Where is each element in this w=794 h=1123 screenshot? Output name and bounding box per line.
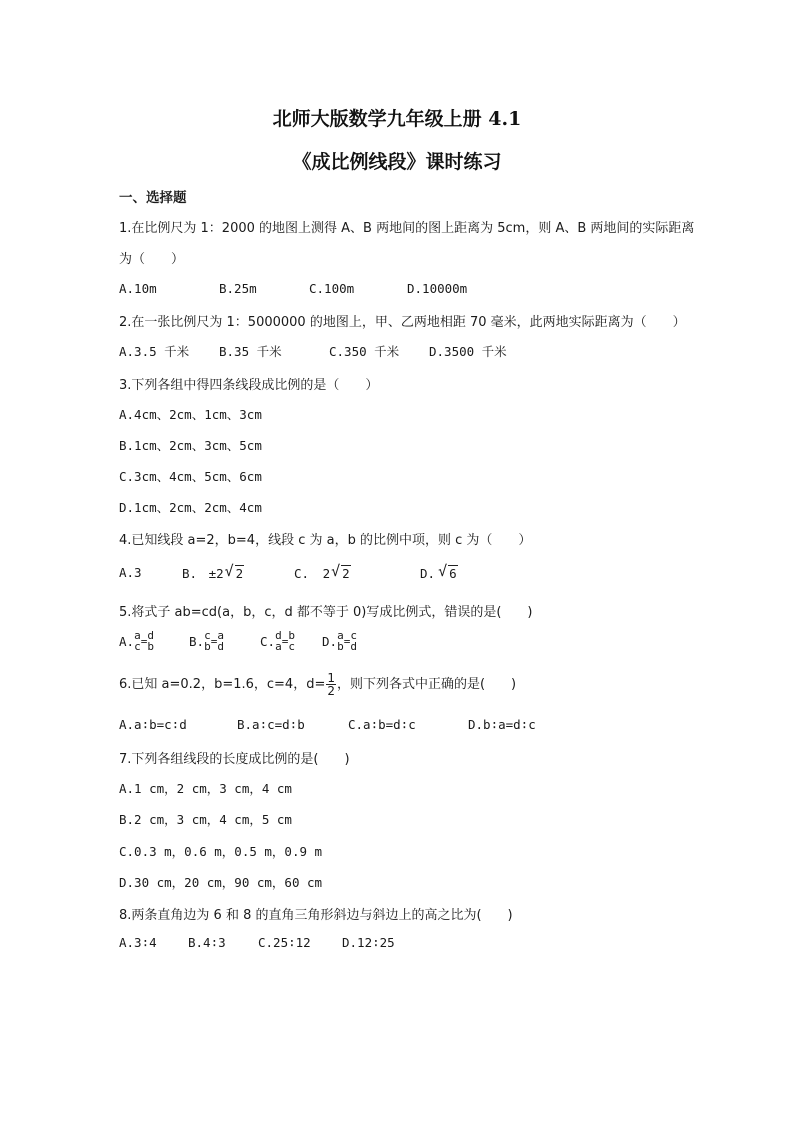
option-c-label: C.: [294, 566, 310, 581]
question-1-text: 1.在比例尺为 1：2000 的地图上测得 A、B 两地间的图上距离为 5cm，则 A、B 两地间的实际距离: [119, 221, 695, 236]
option-b[interactable]: B.4∶3: [188, 935, 226, 950]
option-a[interactable]: A.4cm、2cm、1cm、3cm: [119, 407, 262, 422]
option-d[interactable]: D.30 cm，20 cm，90 cm，60 cm: [119, 875, 323, 890]
title-line-1: 北师大版数学九年级上册 4.1: [272, 108, 522, 130]
question-3-option-b: [119, 436, 719, 458]
denominator: b: [147, 640, 154, 653]
option-d-label: D.: [322, 633, 338, 649]
question-8-options: [119, 935, 719, 957]
option-a[interactable]: A.3∶4: [119, 935, 157, 950]
numerator: a: [217, 629, 224, 642]
question-7-option-b: [119, 810, 719, 832]
option-b[interactable]: B.35 千米: [219, 344, 282, 359]
fraction: [288, 630, 295, 652]
option-d[interactable]: D.3500 千米: [429, 344, 507, 359]
question-5-text: 5.将式子 ab=cd(a，b，c，d 都不等于 0)写成比例式，错误的是( ): [119, 605, 533, 620]
option-c[interactable]: C.25∶12: [258, 935, 311, 950]
sqrt-symbol: [439, 565, 458, 581]
denominator: b: [337, 640, 344, 653]
option-b[interactable]: [189, 630, 224, 652]
option-a[interactable]: A.10m: [119, 281, 157, 296]
option-c[interactable]: C.100m: [309, 281, 355, 296]
question-7-option-d: [119, 873, 719, 895]
fraction-eq: =: [281, 634, 289, 648]
option-c-radicand: 2: [342, 566, 350, 581]
option-b[interactable]: [182, 565, 244, 581]
fraction: [134, 630, 141, 652]
question-1-text-cont: 为（ ）: [119, 252, 185, 267]
numerator: 1: [327, 671, 335, 685]
question-3-option-d: [119, 498, 719, 520]
numerator: c: [204, 629, 211, 642]
option-b[interactable]: B.25m: [219, 281, 257, 296]
denominator: 2: [327, 684, 335, 698]
numerator: a: [134, 629, 141, 642]
denominator: d: [217, 640, 224, 653]
question-1-options: [119, 281, 719, 303]
denominator: b: [204, 640, 211, 653]
numerator: a: [337, 629, 344, 642]
option-d[interactable]: [322, 630, 357, 652]
option-a[interactable]: A.3: [119, 565, 142, 580]
fraction: [275, 630, 282, 652]
option-a[interactable]: [119, 630, 154, 652]
question-5-options: [119, 630, 719, 664]
sqrt-symbol: [332, 565, 351, 581]
fraction-eq: =: [210, 634, 218, 648]
fraction-eq: =: [140, 634, 148, 648]
fraction: [350, 630, 357, 652]
title-line-2: 《成比例线段》课时练习: [292, 151, 502, 173]
fraction: [147, 630, 154, 652]
question-6-text-after: ，则下列各式中正确的是( ): [336, 677, 517, 692]
question-3-option-a: [119, 405, 719, 427]
sqrt-symbol: [226, 565, 245, 581]
question-6-text-before: 6.已知 a=0.2，b=1.6，c=4，d=: [119, 677, 326, 692]
option-a[interactable]: A.a∶b=c∶d: [119, 717, 187, 732]
option-c-label: C.: [260, 633, 276, 649]
option-c[interactable]: [294, 565, 351, 581]
fraction-one-half: [326, 672, 336, 697]
option-c[interactable]: [260, 630, 295, 652]
numerator: d: [275, 629, 282, 642]
question-2-text: 2.在一张比例尺为 1：5000000 的地图上，甲、乙两地相距 70 毫米，此两地实际距离为（ ）: [119, 315, 686, 330]
option-d[interactable]: D.12∶25: [342, 935, 395, 950]
question-4-options: [119, 565, 719, 587]
question-7-text: 7.下列各组线段的长度成比例的是( ): [119, 752, 350, 767]
option-c[interactable]: C.a∶b=d∶c: [348, 717, 416, 732]
denominator: c: [288, 640, 295, 653]
fraction: [204, 630, 211, 652]
denominator: a: [275, 640, 282, 653]
numerator: d: [147, 629, 154, 642]
fraction: [337, 630, 344, 652]
option-d[interactable]: D.10000m: [407, 281, 468, 296]
option-b[interactable]: B.1cm、2cm、3cm、5cm: [119, 438, 262, 453]
question-3-option-c: [119, 467, 719, 489]
option-a-label: A.: [119, 633, 135, 649]
fraction: [217, 630, 224, 652]
option-a[interactable]: A.1 cm，2 cm，3 cm，4 cm: [119, 781, 292, 796]
question-8-text: 8.两条直角边为 6 和 8 的直角三角形斜边与斜边上的高之比为( ): [119, 908, 513, 923]
question-2-options: [119, 342, 719, 364]
section-heading: 一、选择题: [119, 190, 187, 206]
option-a[interactable]: A.3.5 千米: [119, 344, 190, 359]
option-d[interactable]: D.1cm、2cm、2cm、4cm: [119, 500, 262, 515]
option-c-coef: 2: [322, 566, 331, 581]
option-d-radicand: 6: [449, 566, 457, 581]
numerator: b: [288, 629, 295, 642]
option-d[interactable]: D.b∶a=d∶c: [468, 717, 536, 732]
denominator: c: [134, 640, 141, 653]
question-3-text: 3.下列各组中得四条线段成比例的是（ ）: [119, 378, 379, 393]
question-4-text: 4.已知线段 a=2，b=4，线段 c 为 a，b 的比例中项，则 c 为（ ）: [119, 533, 532, 548]
fraction-eq: =: [343, 634, 351, 648]
option-c[interactable]: C.3cm、4cm、5cm、6cm: [119, 469, 262, 484]
numerator: c: [350, 629, 357, 642]
denominator: d: [350, 640, 357, 653]
question-7-option-a: [119, 779, 719, 801]
option-b[interactable]: B.a∶c=d∶b: [237, 717, 305, 732]
option-d[interactable]: [420, 565, 458, 581]
option-c[interactable]: C.0.3 m，0.6 m，0.5 m，0.9 m: [119, 844, 323, 859]
option-b-radicand: 2: [235, 566, 244, 581]
option-c[interactable]: C.350 千米: [329, 344, 400, 359]
option-d-label: D.: [420, 566, 436, 581]
option-b[interactable]: B.2 cm，3 cm，4 cm，5 cm: [119, 812, 292, 827]
option-b-coef: ±2: [208, 566, 224, 581]
question-6-text: [119, 672, 516, 702]
question-7-option-c: [119, 842, 719, 864]
option-b-label: B.: [189, 633, 205, 649]
option-b-label: B.: [182, 566, 198, 581]
question-6-options: [119, 717, 719, 739]
